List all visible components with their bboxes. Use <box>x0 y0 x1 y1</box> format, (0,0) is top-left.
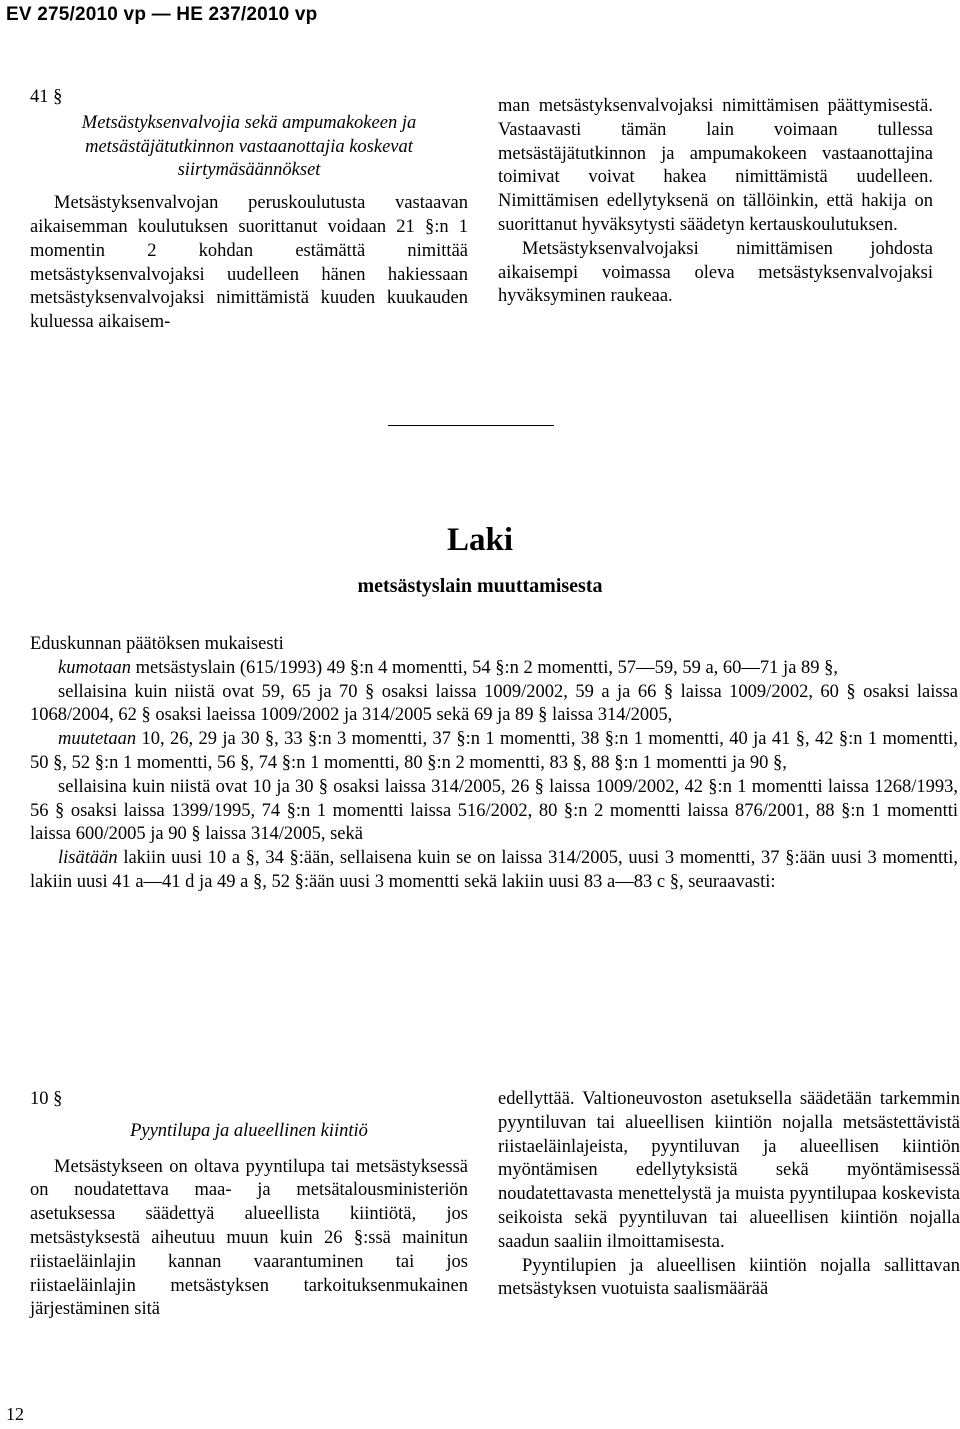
enacting-formula: Eduskunnan päätöksen mukaisesti <box>30 634 284 654</box>
page-number: 12 <box>6 1404 24 1424</box>
amend-as-amended: sellaisina kuin niistä ovat 10 ja 30 § osaksi laissa 314/2005, 26 § laissa 1009/2002, 42 §:n 1 momentti laissa 1268/1993, 56 § osaksi laissa 1399/1995, 74 §:n 1 momentti laissa 516/2002, 80 §:n 2 momentti laissa 876/2001, 88 §:n 1 momentti laissa 600/2005 ja 90 § laissa 314/2005, sekä <box>30 776 958 845</box>
section-10-paragraph-1: Metsästykseen on oltava pyyntilupa tai metsästyksessä on noudatettava maa- ja metsätalousministeriön asetuksessa säädettyä alueellista kiintiötä, jos metsästyksestä aiheutuu muun kuin 26 §:ssä mainitun riistaeläinlajin kannan vaarantuminen tai jos riistaeläinlajin metsästyksen tarkoituksenmukainen järjestäminen sitä <box>30 1156 468 1320</box>
section-41-left-column <box>30 86 468 335</box>
section-10-paragraph-1-continued: edellyttää. Valtioneuvoston asetuksella säädetään tarkemmin pyyntiluvan tai alueellisen kiintiön nojalla metsästettävistä riistaeläinlajeista, pyyntiluvan ja alueellisen kiintiön myöntämisen edellytyksistä sekä myöntämisessä noudatettavasta menettelystä ja muista pyyntilupaa koskevista seikoista sekä pyyntiluvan tai alueellisen kiintiön nojalla saadun saaliin ilmoittamisesta. <box>498 1089 960 1252</box>
amend-keyword: muutetaan <box>58 729 137 750</box>
section-41-heading <box>30 112 468 183</box>
amend-text: 10, 26, 29 ja 30 §, 33 §:n 3 momentti, 37 §:n 1 momentti, 38 §:n 1 momentti, 40 ja 41 §, 42 §:n 1 momentti, 50 §, 52 §:n 1 momentti, 56 §, 74 §:n 1 momentti, 80 §:n 2 momentti, 83 §, 88 §:n 1 momentti ja 90 §, <box>30 729 958 773</box>
section-10-paragraph-2: Pyyntilupien ja alueellisen kiintiön nojalla sallittavan metsästyksen vuotuista saalismäärää <box>498 1255 960 1300</box>
section-41-heading-line: siirtymäsäännökset <box>177 160 321 181</box>
repeal-clause <box>30 657 958 681</box>
add-keyword: lisätään <box>58 848 118 869</box>
repeal-keyword: kumotaan <box>58 657 131 678</box>
section-41-right-column <box>498 95 933 309</box>
section-41-heading-line: metsästäjätutkinnon vastaanottajia koskevat <box>85 136 413 157</box>
enacting-clauses <box>30 633 958 895</box>
law-title: Laki <box>446 522 514 558</box>
repeal-as-amended: sellaisina kuin niistä ovat 59, 65 ja 70 § osaksi laissa 1009/2002, 59 a ja 66 § laissa 1009/2002, 60 § osaksi laissa 1068/2004, 62 § osaksi laeissa 1009/2002 ja 314/2005 sekä 69 ja 89 § laissa 314/2005, <box>30 681 958 726</box>
section-41-paragraph-1: Metsästyksenvalvojan peruskoulutusta vastaavan aikaisemman koulutuksen suorittanut voidaan 21 §:n 1 momentin 2 kohdan estämättä nimittää metsästyksenvalvojaksi uudelleen hänen hakiessaan metsästyksenvalvojaksi nimittämistä kuuden kuukauden kuluessa aikaisem- <box>30 193 468 333</box>
section-41-number: 41 § <box>30 87 63 107</box>
section-10-heading: Pyyntilupa ja alueellinen kiintiö <box>130 1120 368 1141</box>
section-41-paragraph-2: Metsästyksenvalvojaksi nimittämisen johdosta aikaisempi voimassa oleva metsästyksenvalvojaksi hyväksyminen raukeaa. <box>498 238 933 307</box>
repeal-text: metsästyslain (615/1993) 49 §:n 4 momentti, 54 §:n 2 momentti, 57—59, 59 a, 60—71 ja 89 §, <box>130 657 839 678</box>
section-10-left-column <box>30 1088 468 1322</box>
add-text: lakiin uusi 10 a §, 34 §:ään, sellaisena kuin se on laissa 314/2005, uusi 3 momentti, 37 §:ään uusi 3 momentti, lakiin uusi 41 a—41 d ja 49 a §, 52 §:ään uusi 3 momentti sekä lakiin uusi 83 a—83 c §, seuraavasti: <box>30 848 958 892</box>
section-10-right-column <box>498 1088 960 1302</box>
amend-clause <box>30 728 958 776</box>
document-header: EV 275/2010 vp — HE 237/2010 vp <box>6 4 318 25</box>
section-divider <box>388 425 554 426</box>
section-10-number: 10 § <box>30 1089 63 1109</box>
section-41-heading-line: Metsästyksenvalvojia sekä ampumakokeen ja <box>81 112 417 133</box>
law-subtitle: metsästyslain muuttamisesta <box>357 575 603 597</box>
add-clause <box>30 847 958 895</box>
section-41-paragraph-1-continued: man metsästyksenvalvojaksi nimittämisen päättymisestä. Vastaavasti tämän lain voimaan tullessa metsästäjätutkinnon ja ampumakokeen vastaanottajina toimivat voivat hakea nimittämistä uudelleen. Nimittämisen edellytyksenä on tällöinkin, että hakija on suorittanut hyväksytysti säädetyn kertauskoulutuksen. <box>498 96 933 235</box>
